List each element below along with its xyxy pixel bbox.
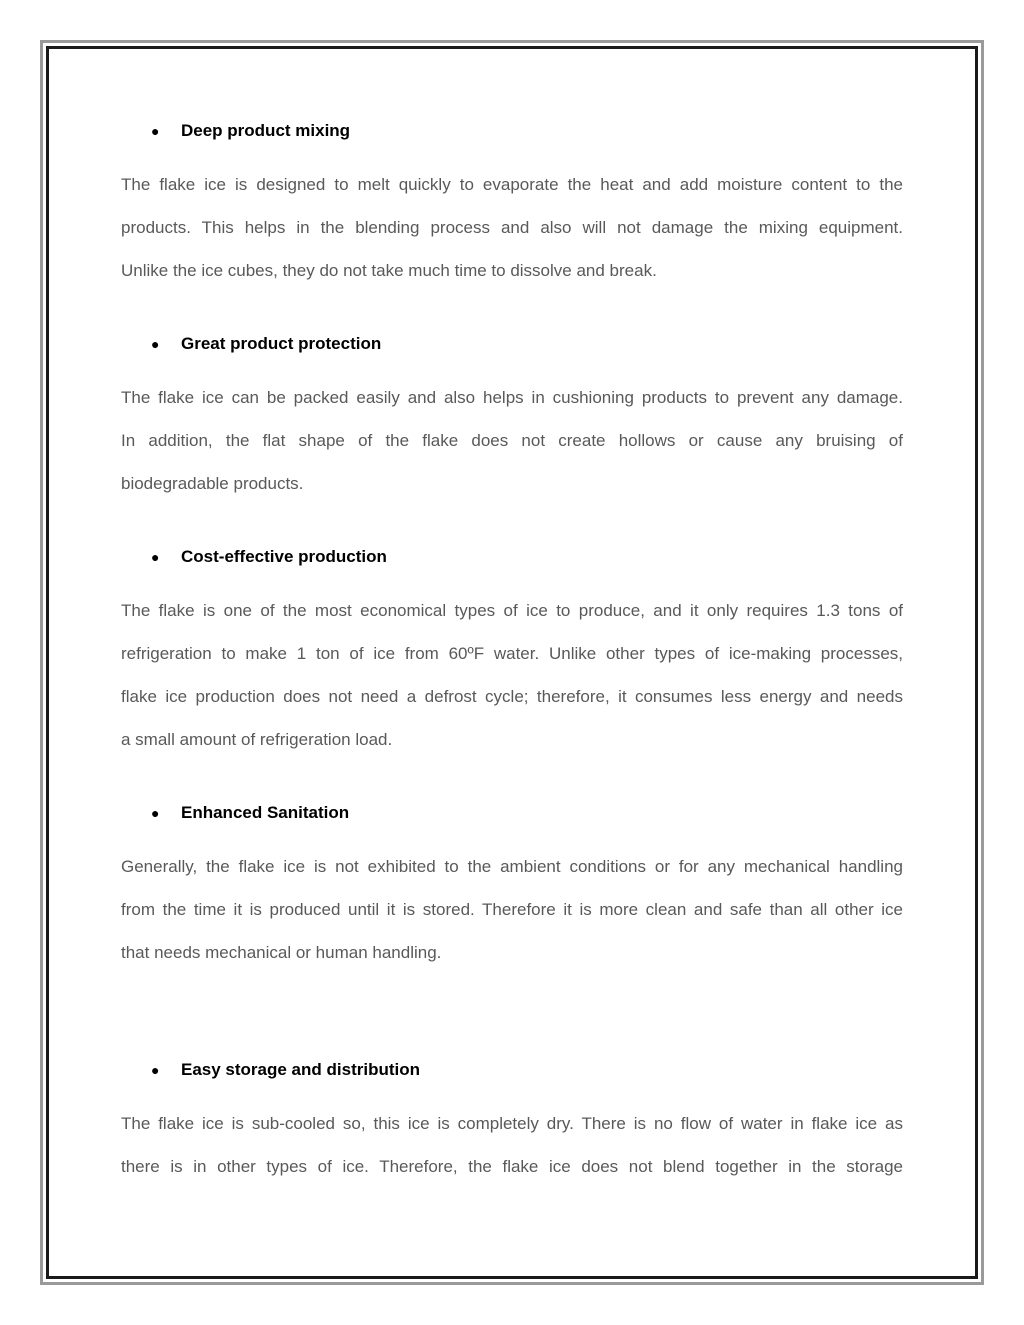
paragraph-line: flake ice production does not need a defrost cycle; therefore, it consumes less energy and needs: [121, 687, 903, 706]
paragraph-line: The flake ice can be packed easily and also helps in cushioning products to prevent any damage.: [121, 388, 903, 407]
paragraph-line: Unlike the ice cubes, they do not take much time to dissolve and break.: [121, 261, 657, 280]
bullet-icon: ●: [151, 336, 160, 352]
paragraph-line: biodegradable products.: [121, 474, 304, 493]
heading-text: Deep product mixing: [181, 121, 351, 140]
heading-text: Cost-effective production: [181, 547, 387, 566]
paragraph-easy-storage-and-distribution: [121, 1102, 903, 1188]
bullet-icon: ●: [151, 1062, 160, 1078]
paragraph-line: In addition, the flat shape of the flake does not create hollows or cause any bruising of: [121, 431, 903, 450]
bullet-icon: ●: [151, 123, 160, 139]
heading-text: Great product protection: [181, 334, 382, 353]
paragraph-deep-product-mixing: [121, 163, 903, 292]
paragraph-line: Generally, the flake ice is not exhibited to the ambient conditions or for any mechanical handling: [121, 857, 903, 876]
heading-text: Enhanced Sanitation: [181, 803, 350, 822]
bullet-icon: ●: [151, 549, 160, 565]
paragraph-line: refrigeration to make 1 ton of ice from 60ºF water. Unlike other types of ice-making processes,: [121, 644, 903, 663]
paragraph-line: that needs mechanical or human handling.: [121, 943, 442, 962]
bullet-icon: ●: [151, 805, 160, 821]
paragraph-line: The flake ice is designed to melt quickly to evaporate the heat and add moisture content to the: [121, 175, 903, 194]
heading-text: Easy storage and distribution: [181, 1060, 420, 1079]
paragraph-line: products. This helps in the blending process and also will not damage the mixing equipment.: [121, 218, 903, 237]
paragraph-line: there is in other types of ice. Therefore, the flake ice does not blend together in the storage: [121, 1157, 903, 1176]
paragraph-line: from the time it is produced until it is stored. Therefore it is more clean and safe than all other ice: [121, 900, 903, 919]
paragraph-line: The flake ice is sub-cooled so, this ice is completely dry. There is no flow of water in flake ice as: [121, 1114, 903, 1133]
paragraph-cost-effective-production: [121, 589, 903, 761]
paragraph-line: a small amount of refrigeration load.: [121, 730, 393, 749]
paragraph-great-product-protection: [121, 376, 903, 505]
paragraph-enhanced-sanitation: [121, 845, 903, 974]
paragraph-line: The flake is one of the most economical types of ice to produce, and it only requires 1.3 tons of: [121, 601, 903, 620]
